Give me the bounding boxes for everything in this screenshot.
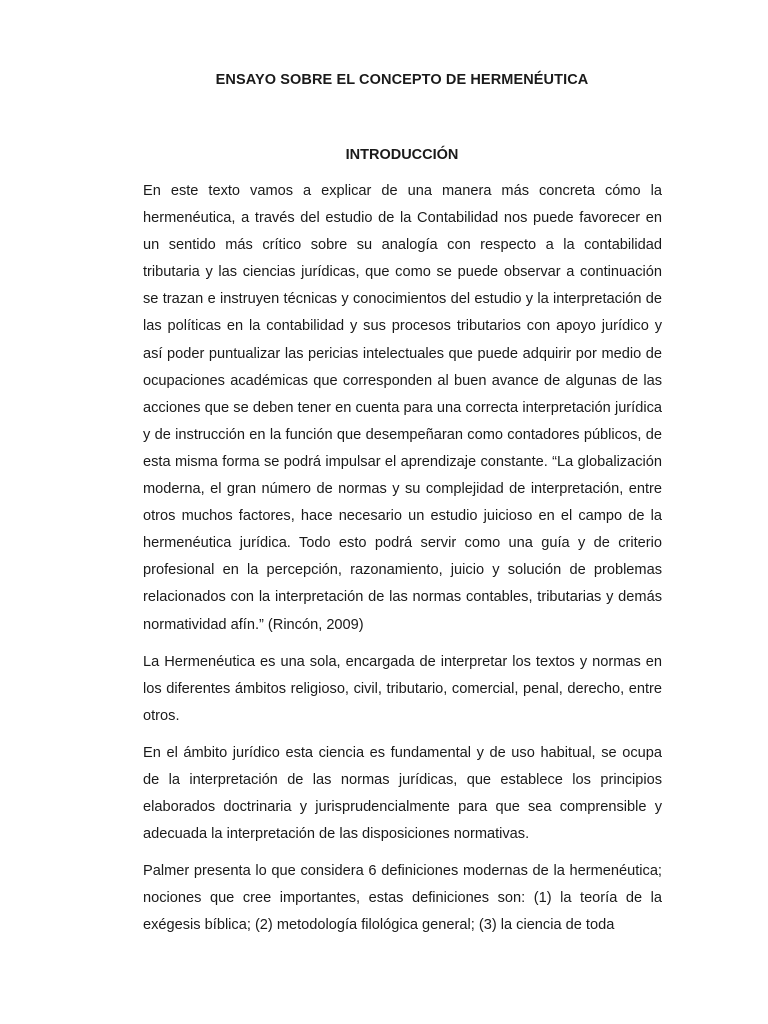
document-body bbox=[143, 178, 662, 950]
paragraph-ambito-juridico: En el ámbito jurídico esta ciencia es fundamental y de uso habitual, se ocupa de la interpretación de las normas jurídicas, que establece los principios elaborados doctrinaria y jurisprudencialmente para que sea comprensible y adecuada la interpretación de las disposiciones normativas. bbox=[143, 744, 662, 843]
document-title: ENSAYO SOBRE EL CONCEPTO DE HERMENÉUTICA bbox=[215, 72, 589, 88]
paragraph-hermeneutica: La Hermenéutica es una sola, encargada de interpretar los textos y normas en los diferentes ámbitos religioso, civil, tributario, comercial, penal, derecho, entre otros. bbox=[143, 653, 662, 724]
paragraph-palmer: Palmer presenta lo que considera 6 definiciones modernas de la hermenéutica; nociones que cree importantes, estas definiciones son: (1) la teoría de la exégesis bíblica; (2) metodología filológica general; (3) la ciencia de toda bbox=[143, 863, 662, 934]
section-heading: INTRODUCCIÓN bbox=[345, 147, 459, 163]
paragraph-introduction: En este texto vamos a explicar de una manera más concreta cómo la hermenéutica, a través del estudio de la Contabilidad nos puede favorecer en un sentido más crítico sobre su analogía con respecto a la contabilidad tributaria y las ciencias jurídicas, que como se puede observar a continuación se trazan e instruyen técnicas y conocimientos del estudio y la interpretación de las políticas en la contabilidad y sus procesos tributarios con apoyo jurídico y así poder puntualizar las pericias intelectuales que puede adquirir por medio de ocupaciones académicas que corresponden al buen avance de algunas de las acciones que se deben tener en cuenta para una correcta interpretación jurídica y de instrucción en la función que desempeñaran como contadores públicos, de esta misma forma se podrá impulsar el aprendizaje constante. “La globalización moderna, el gran número de normas y su complejidad de interpretación, entre otros muchos factores, hace necesario un estudio juicioso en el campo de la hermenéutica jurídica. Todo esto podrá servir como una guía y de criterio profesional en la percepción, razonamiento, juicio y solución de problemas relacionados con la interpretación de las normas contables, tributarias y demás normatividad afín.” (Rincón, 2009) bbox=[143, 183, 662, 633]
